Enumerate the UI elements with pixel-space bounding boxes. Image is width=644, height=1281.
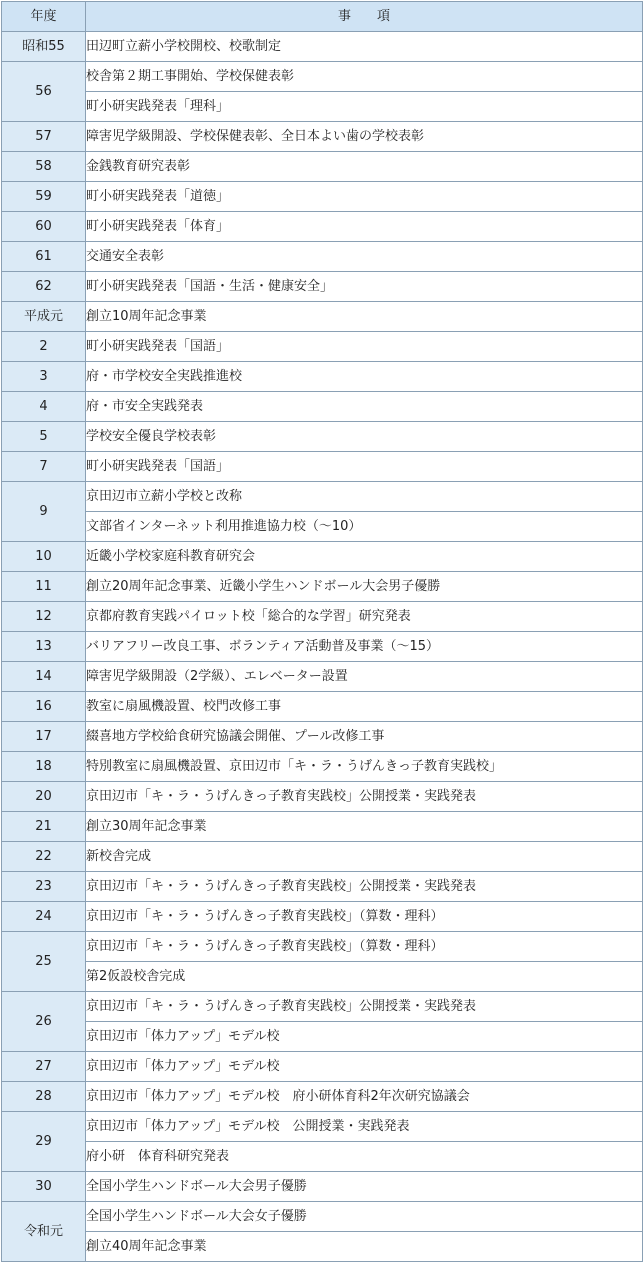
event-cell: 交通安全表彰 [86, 242, 643, 272]
year-cell: 57 [2, 122, 86, 152]
event-cell: 創立30周年記念事業 [86, 812, 643, 842]
year-cell: 27 [2, 1052, 86, 1082]
year-cell: 58 [2, 152, 86, 182]
table-row [2, 392, 643, 422]
table-row [2, 182, 643, 212]
event-cell: 京田辺市「体力アップ」モデル校 [86, 1052, 643, 1082]
table-row [2, 92, 643, 122]
year-cell: 3 [2, 362, 86, 392]
year-cell: 26 [2, 992, 86, 1052]
table-row [2, 782, 643, 812]
year-cell: 13 [2, 632, 86, 662]
table-row [2, 1142, 643, 1172]
event-cell: 金銭教育研究表彰 [86, 152, 643, 182]
year-cell: 56 [2, 62, 86, 122]
year-cell: 30 [2, 1172, 86, 1202]
table-row [2, 1082, 643, 1112]
event-cell: 綴喜地方学校給食研究協議会開催、プール改修工事 [86, 722, 643, 752]
year-cell: 29 [2, 1112, 86, 1172]
table-row [2, 872, 643, 902]
year-cell: 17 [2, 722, 86, 752]
year-cell: 9 [2, 482, 86, 542]
year-cell: 2 [2, 332, 86, 362]
event-cell: 学校安全優良学校表彰 [86, 422, 643, 452]
table-row [2, 902, 643, 932]
event-cell: 校舎第２期工事開始、学校保健表彰 [86, 62, 643, 92]
event-cell: 文部省インターネット利用推進協力校（～10） [86, 512, 643, 542]
table-row [2, 1052, 643, 1082]
year-cell: 23 [2, 872, 86, 902]
table-row [2, 62, 643, 92]
event-cell: 近畿小学校家庭科教育研究会 [86, 542, 643, 572]
table-row [2, 812, 643, 842]
table-row [2, 272, 643, 302]
year-cell: 20 [2, 782, 86, 812]
header-event: 事 項 [86, 2, 643, 32]
event-cell: 特別教室に扇風機設置、京田辺市「キ・ラ・うげんきっ子教育実践校」 [86, 752, 643, 782]
event-cell: 障害児学級開設（2学級）、エレベーター設置 [86, 662, 643, 692]
year-cell: 28 [2, 1082, 86, 1112]
year-cell: 7 [2, 452, 86, 482]
year-cell: 11 [2, 572, 86, 602]
table-row [2, 602, 643, 632]
header-row [2, 2, 643, 32]
event-cell: 町小研実践発表「国語」 [86, 452, 643, 482]
year-cell: 62 [2, 272, 86, 302]
event-cell: 田辺町立薪小学校開校、校歌制定 [86, 32, 643, 62]
table-row [2, 1112, 643, 1142]
year-cell: 12 [2, 602, 86, 632]
table-row [2, 302, 643, 332]
event-cell: 全国小学生ハンドボール大会女子優勝 [86, 1202, 643, 1232]
table-row [2, 122, 643, 152]
event-cell: 京都府教育実践パイロット校「総合的な学習」研究発表 [86, 602, 643, 632]
event-cell: 京田辺市「体力アップ」モデル校 [86, 1022, 643, 1052]
table-row [2, 242, 643, 272]
year-cell: 60 [2, 212, 86, 242]
table-row [2, 1172, 643, 1202]
history-body [2, 32, 643, 1262]
table-row [2, 1202, 643, 1232]
year-cell: 16 [2, 692, 86, 722]
event-cell: 京田辺市「体力アップ」モデル校 府小研体育科2年次研究協議会 [86, 1082, 643, 1112]
year-cell: 61 [2, 242, 86, 272]
event-cell: 京田辺市「キ・ラ・うげんきっ子教育実践校」公開授業・実践発表 [86, 872, 643, 902]
event-cell: 京田辺市立薪小学校と改称 [86, 482, 643, 512]
event-cell: 京田辺市「キ・ラ・うげんきっ子教育実践校」（算数・理科） [86, 902, 643, 932]
table-row [2, 692, 643, 722]
year-cell: 5 [2, 422, 86, 452]
event-cell: 府小研 体育科研究発表 [86, 1142, 643, 1172]
table-row [2, 362, 643, 392]
event-cell: 第2仮設校舎完成 [86, 962, 643, 992]
year-cell: 59 [2, 182, 86, 212]
year-cell: 4 [2, 392, 86, 422]
event-cell: 町小研実践発表「国語」 [86, 332, 643, 362]
year-cell: 平成元 [2, 302, 86, 332]
year-cell: 昭和55 [2, 32, 86, 62]
event-cell: 京田辺市「体力アップ」モデル校 公開授業・実践発表 [86, 1112, 643, 1142]
table-row [2, 572, 643, 602]
year-cell: 18 [2, 752, 86, 782]
event-cell: 町小研実践発表「理科」 [86, 92, 643, 122]
event-cell: 創立10周年記念事業 [86, 302, 643, 332]
event-cell: 障害児学級開設、学校保健表彰、全日本よい歯の学校表彰 [86, 122, 643, 152]
event-cell: 全国小学生ハンドボール大会男子優勝 [86, 1172, 643, 1202]
table-row [2, 1232, 643, 1262]
table-row [2, 332, 643, 362]
event-cell: 新校舎完成 [86, 842, 643, 872]
table-row [2, 512, 643, 542]
year-cell: 22 [2, 842, 86, 872]
year-cell: 25 [2, 932, 86, 992]
table-row [2, 452, 643, 482]
event-cell: 京田辺市「キ・ラ・うげんきっ子教育実践校」公開授業・実践発表 [86, 782, 643, 812]
table-row [2, 482, 643, 512]
year-cell: 14 [2, 662, 86, 692]
event-cell: 府・市安全実践発表 [86, 392, 643, 422]
table-row [2, 662, 643, 692]
table-row [2, 422, 643, 452]
event-cell: バリアフリー改良工事、ボランティア活動普及事業（～15） [86, 632, 643, 662]
school-history-table [1, 1, 643, 1262]
table-row [2, 152, 643, 182]
event-cell: 町小研実践発表「体育」 [86, 212, 643, 242]
table-row [2, 752, 643, 782]
event-cell: 教室に扇風機設置、校門改修工事 [86, 692, 643, 722]
table-row [2, 542, 643, 572]
table-row [2, 1022, 643, 1052]
event-cell: 町小研実践発表「国語・生活・健康安全」 [86, 272, 643, 302]
table-row [2, 722, 643, 752]
year-cell: 21 [2, 812, 86, 842]
table-row [2, 632, 643, 662]
table-row [2, 992, 643, 1022]
table-row [2, 212, 643, 242]
header-year: 年度 [2, 2, 86, 32]
table-row [2, 32, 643, 62]
table-row [2, 932, 643, 962]
event-cell: 京田辺市「キ・ラ・うげんきっ子教育実践校」公開授業・実践発表 [86, 992, 643, 1022]
event-cell: 府・市学校安全実践推進校 [86, 362, 643, 392]
event-cell: 町小研実践発表「道徳」 [86, 182, 643, 212]
year-cell: 24 [2, 902, 86, 932]
table-row [2, 842, 643, 872]
event-cell: 京田辺市「キ・ラ・うげんきっ子教育実践校」（算数・理科） [86, 932, 643, 962]
table-row [2, 962, 643, 992]
event-cell: 創立20周年記念事業、近畿小学生ハンドボール大会男子優勝 [86, 572, 643, 602]
event-cell: 創立40周年記念事業 [86, 1232, 643, 1262]
year-cell: 10 [2, 542, 86, 572]
year-cell: 令和元 [2, 1202, 86, 1262]
